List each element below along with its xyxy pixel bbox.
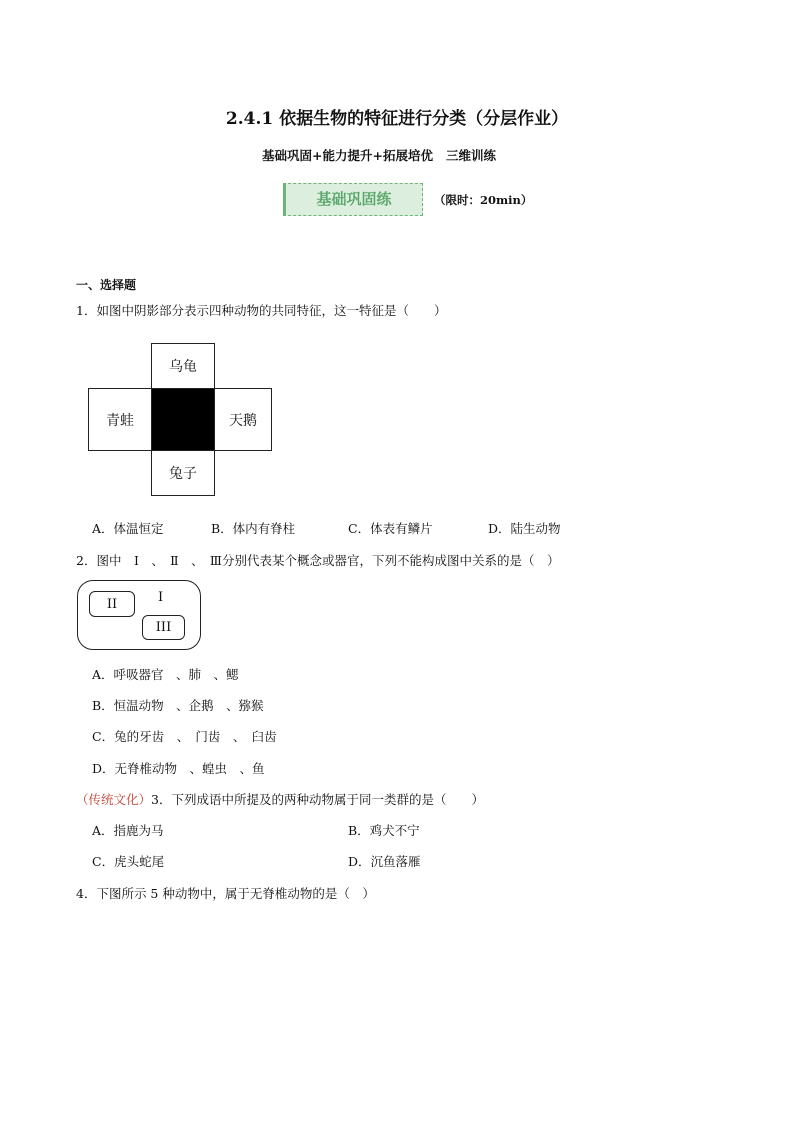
q2-option-d: D．无脊椎动物 、蝗虫 、鱼 xyxy=(92,761,265,776)
q1-cell-left: 青蛙 xyxy=(88,388,152,451)
section-badge: 基础巩固练 xyxy=(283,183,423,216)
q3-option-b: B．鸡犬不宁 xyxy=(348,823,420,838)
q1-option-d: D．陆生动物 xyxy=(488,521,561,536)
section-title: 一、选择题 xyxy=(76,278,137,292)
q2-inner-box-b: III xyxy=(142,615,185,640)
q4-stem: 4．下图所示 5 种动物中，属于无脊椎动物的是（ ） xyxy=(76,886,375,901)
q2-option-a: A．呼吸器官 、肺 、鳃 xyxy=(92,667,239,682)
q3-tag: （传统文化） xyxy=(76,792,152,807)
q3-option-d: D．沉鱼落雁 xyxy=(348,854,421,869)
q1-option-b: B．体内有脊柱 xyxy=(211,521,296,536)
q1-option-a: A．体温恒定 xyxy=(92,521,164,536)
time-limit: （限时：20min） xyxy=(434,193,533,207)
page-title: 2.4.1 依据生物的特征进行分类（分层作业） xyxy=(225,109,569,129)
q3-option-c: C．虎头蛇尾 xyxy=(92,854,165,869)
q3-stem: 3．下列成语中所提及的两种动物属于同一类群的是（ ） xyxy=(151,792,484,807)
subtitle: 基础巩固+能力提升+拓展培优 三维训练 xyxy=(262,148,497,163)
q1-option-c: C．体表有鳞片 xyxy=(348,521,433,536)
q1-cell-right: 天鹅 xyxy=(214,388,272,451)
q1-cell-shaded xyxy=(151,388,215,451)
q2-option-c: C．兔的牙齿 、 门齿 、 臼齿 xyxy=(92,729,277,744)
q3-line xyxy=(76,790,484,808)
q1-cell-bottom: 兔子 xyxy=(151,450,215,496)
q2-option-b: B．恒温动物 、企鹅 、猕猴 xyxy=(92,698,264,713)
q3-option-a: A．指鹿为马 xyxy=(92,823,164,838)
q2-stem: 2．图中 Ⅰ 、 Ⅱ 、 Ⅲ分别代表某个概念或器官，下列不能构成图中关系的是（ ） xyxy=(76,553,560,568)
q1-cell-top: 乌龟 xyxy=(151,343,215,389)
q1-stem: 1．如图中阴影部分表示四种动物的共同特征，这一特征是（ ） xyxy=(76,303,447,318)
q2-outer-label: I xyxy=(158,590,164,605)
q2-inner-box-a: II xyxy=(89,591,135,617)
